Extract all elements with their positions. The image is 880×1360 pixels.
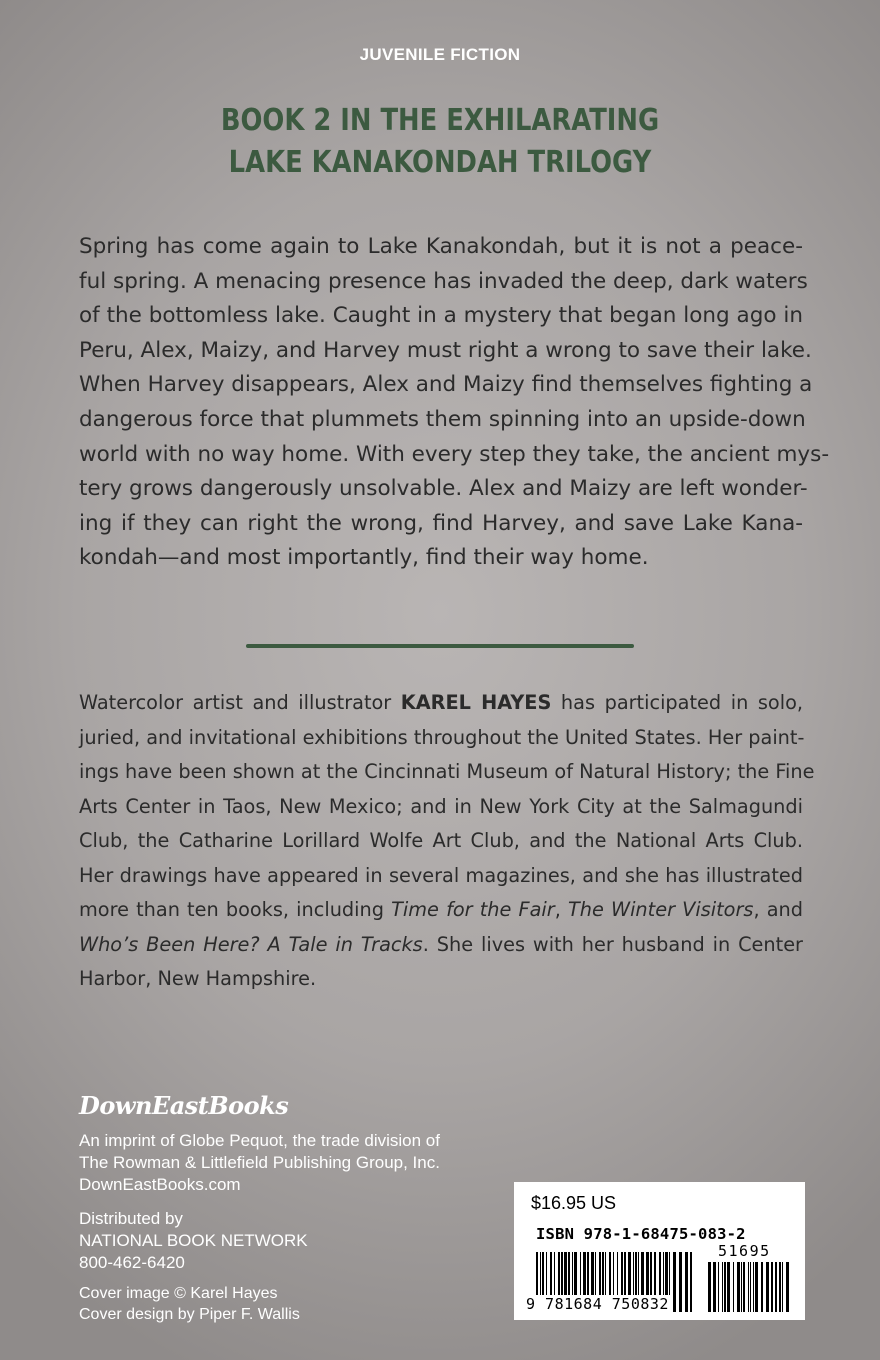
barcode-bar — [737, 1262, 740, 1312]
synopsis — [79, 230, 830, 576]
distributed-by-label: Distributed by — [79, 1209, 183, 1228]
bio-line — [79, 928, 803, 963]
barcode-bar — [673, 1252, 676, 1312]
synopsis-line: When Harvey disappears, Alex and Maizy find themselves fighting a — [79, 372, 813, 398]
distribution-info — [79, 1208, 308, 1274]
bio-text: , and — [753, 898, 803, 921]
barcode-bar — [786, 1262, 789, 1312]
distributor-name: NATIONAL BOOK NETWORK — [79, 1231, 308, 1250]
barcode-bar — [775, 1262, 777, 1312]
bio-text: Watercolor artist and illustrator — [79, 691, 401, 714]
bio-line — [79, 686, 803, 721]
barcode-bar — [679, 1252, 682, 1312]
publisher-website: DownEastBooks.com — [79, 1175, 241, 1194]
synopsis-line: of the bottomless lake. Caught in a mystery that began long ago in — [79, 303, 803, 329]
barcode-bar — [782, 1262, 783, 1312]
section-divider — [246, 644, 634, 648]
barcode-bar — [771, 1262, 773, 1312]
barcode-bar — [753, 1262, 754, 1312]
imprint-info — [79, 1130, 440, 1196]
publisher-logo: DownEastBooks — [79, 1091, 289, 1120]
barcode-bar — [761, 1262, 763, 1312]
distributor-phone: 800-462-6420 — [79, 1253, 185, 1272]
barcode-bar — [750, 1262, 751, 1312]
barcode-bar — [685, 1252, 688, 1312]
barcode-bar — [708, 1262, 711, 1312]
isbn-text: ISBN 978-1-68475-083-2 — [536, 1225, 746, 1243]
book-title: The Winter Visitors — [568, 898, 754, 921]
bio-text: , — [554, 898, 568, 921]
barcode-bar — [743, 1262, 745, 1312]
bio-line — [79, 893, 803, 928]
bio-line: juried, and invitational exhibitions throughout the United States. Her paint- — [79, 725, 805, 749]
synopsis-line: dangerous force that plummets them spinning into an upside-down — [79, 406, 806, 432]
barcode-bar — [718, 1262, 719, 1312]
bio-line: Arts Center in Taos, New Mexico; and in New York City at the Salmagundi — [79, 794, 803, 818]
bio-text: has participated in solo, — [551, 691, 803, 714]
bio-line: Harbor, New Hampshire. — [79, 967, 317, 990]
synopsis-line: Peru, Alex, Maizy, and Harvey must right a wrong to save their lake. — [79, 337, 812, 363]
headline — [62, 100, 819, 184]
synopsis-line: ful spring. A menacing presence has invaded the deep, dark waters — [79, 268, 808, 294]
headline-line-2: LAKE KANAKONDAH TRILOGY — [228, 145, 652, 180]
barcode-bar — [766, 1262, 769, 1312]
cover-credits — [79, 1283, 300, 1325]
synopsis-line: ing if they can right the wrong, find Harvey, and save Lake Kana- — [79, 510, 803, 536]
headline-line-1: BOOK 2 IN THE EXHILARATING — [220, 103, 660, 138]
author-bio — [79, 686, 815, 997]
bio-line: ings have been shown at the Cincinnati Museum of Natural History; the Fine — [79, 760, 815, 783]
barcode-bar — [713, 1262, 716, 1312]
barcode-bar — [727, 1262, 730, 1312]
barcode-box — [514, 1182, 805, 1320]
barcode-bar — [755, 1262, 758, 1312]
barcode-bar — [733, 1262, 734, 1312]
imprint-line: The Rowman & Littlefield Publishing Group, Inc. — [79, 1153, 440, 1172]
barcode-bar — [748, 1262, 749, 1312]
synopsis-line: Spring has come again to Lake Kanakondah, but it is not a peace- — [79, 234, 803, 259]
imprint-line: An imprint of Globe Pequot, the trade division of — [79, 1131, 440, 1150]
barcode-bar — [690, 1252, 692, 1312]
cover-image-credit: Cover image © Karel Hayes — [79, 1285, 278, 1302]
barcode-bar — [779, 1262, 781, 1312]
addon-barcode — [708, 1262, 789, 1312]
bio-text: more than ten books, including — [79, 898, 392, 921]
barcode-bar — [722, 1262, 723, 1312]
bio-text: . She lives with her husband in Center — [422, 932, 803, 956]
bio-line: Her drawings have appeared in several magazines, and she has illustrated — [79, 863, 803, 887]
bio-line: Club, the Catharine Lorillard Wolfe Art Club, and the National Arts Club. — [79, 829, 803, 852]
synopsis-line: tery grows dangerously unsolvable. Alex and Maizy are left wonder- — [79, 476, 808, 502]
author-name: KAREL HAYES — [400, 691, 552, 714]
book-title: Who’s Been Here? A Tale in Tracks — [79, 932, 423, 956]
synopsis-line: world with no way home. With every step they take, the ancient mys- — [79, 441, 830, 467]
barcode-bar — [724, 1262, 726, 1312]
ean-digits: 9 781684 750832 — [526, 1295, 669, 1313]
book-title: Time for the Fair — [391, 898, 555, 921]
barcode-bar — [741, 1262, 742, 1312]
price: $16.95 US — [531, 1193, 617, 1213]
cover-design-credit: Cover design by Piper F. Wallis — [79, 1306, 300, 1323]
addon-digits: 51695 — [718, 1242, 771, 1260]
synopsis-line: kondah—and most importantly, find their way home. — [79, 545, 649, 571]
category-label: JUVENILE FICTION — [359, 45, 521, 64]
